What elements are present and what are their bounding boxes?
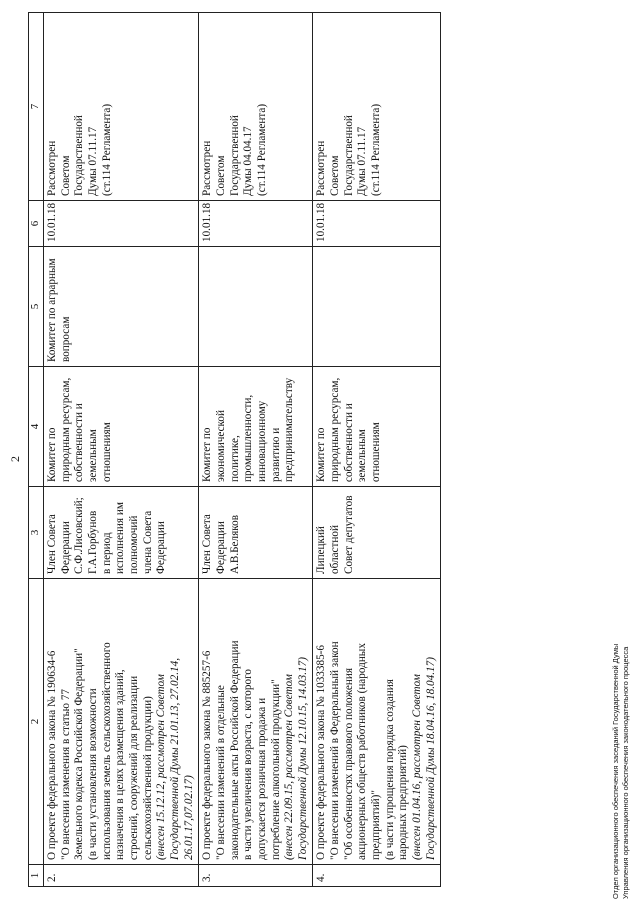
author-line: Член Совета (46, 514, 58, 574)
committee-line: собственности и (342, 403, 355, 482)
committee-line: промышленности, (242, 394, 255, 482)
committee-line: природным ресурсам, (59, 377, 72, 482)
footer-line: Отдел организационного обеспечения заседаний Государственной Думы (611, 643, 621, 899)
responsible-committee (313, 367, 441, 487)
page-number: 2 (8, 456, 22, 462)
bill-text-line: законодательные акты Российской Федерации (228, 640, 241, 860)
author-line: С.Ф.Лисовский; (73, 497, 86, 574)
author-line: полномочий (127, 515, 140, 574)
bill-text-line: "О внесении изменений в отдельные (214, 685, 227, 860)
table-row (199, 13, 313, 887)
status-line: Государственной (73, 115, 86, 196)
status-cell (44, 13, 199, 201)
bill-text-line: О проекте федерального закона № 1033385-6 (315, 645, 328, 860)
bill-text-line: Земельного кодекса Российской Федерации" (73, 648, 86, 860)
status-line: Государственной (228, 115, 241, 196)
author-line: Федерации (214, 521, 227, 574)
committee-line: экономической (214, 410, 227, 482)
status-cell (199, 13, 313, 201)
status-line: Рассмотрен (46, 140, 58, 196)
author-line: Липецкий областной (315, 525, 342, 574)
committee-line: земельным (86, 429, 99, 482)
committee-line: земельным (356, 429, 369, 482)
status-line: Думы 04.04.17 (242, 126, 255, 196)
bill-text-line: "Об особенностях правового положения (342, 667, 355, 860)
bill-history-line: (внесен 01.04.16, рассмотрен Советом (411, 674, 424, 860)
bill-description (199, 579, 313, 865)
bill-text-line: (в части установления возможности (86, 688, 99, 860)
status-line: Думы 07.11.17 (86, 126, 99, 196)
responsible-committee (44, 367, 199, 487)
bill-text-line: (в части упрощения порядка создания (383, 679, 396, 860)
row-number: 3. (199, 865, 313, 887)
author-line: члена Совета (141, 510, 154, 574)
column-number: 6 (29, 201, 44, 247)
bill-history-line: (внесен 22.09.15, рассмотрен Советом (283, 674, 296, 860)
table-row (313, 13, 441, 887)
author-line: в период (100, 532, 113, 574)
bill-history-line: (внесен 15.12.12, рассмотрен Советом (155, 674, 168, 860)
column-number: 7 (29, 13, 44, 201)
table-row (44, 13, 199, 887)
bill-text-line: "О внесении изменения в статью 77 (59, 688, 72, 860)
status-cell (313, 13, 441, 201)
bill-text-line: в части увеличения возраста, с которого (242, 669, 255, 860)
author-line: А.В.Беляков (228, 515, 241, 574)
status-line: Рассмотрен (201, 140, 214, 196)
bill-text-line: сельскохозяйственной продукции) (141, 696, 154, 860)
status-line: (ст.114 Регламента) (370, 103, 383, 196)
author-line: исполнения им (114, 502, 127, 574)
committee-line: инновационному (255, 400, 268, 482)
row-number: 4. (313, 865, 441, 887)
bill-text-line: назначения в целях размещения зданий, (114, 669, 127, 860)
status-line: Рассмотрен (315, 140, 328, 196)
date-cell: 10.01.18 (44, 201, 199, 247)
committee-line: природным ресурсам, (329, 377, 342, 482)
bill-text-line: потребление алкогольной продукции" (269, 679, 282, 860)
status-line: Советом (329, 155, 342, 196)
committee-line: собственности и (73, 403, 86, 482)
bill-history-line: Государственной Думы 12.10.15, 14.03.17) (296, 657, 309, 860)
author-line: Федерации (155, 521, 168, 574)
committee-line: отношениям (370, 422, 383, 482)
committee-line: Комитет по (201, 427, 214, 482)
footer-note (611, 644, 630, 899)
committee-line: политике, (228, 435, 241, 482)
bill-description (313, 579, 441, 865)
co-executor-committee (44, 247, 199, 367)
co-executor-committee (199, 247, 313, 367)
column-number: 3 (29, 487, 44, 579)
row-number: 2. (44, 865, 199, 887)
date-cell: 10.01.18 (313, 201, 441, 247)
status-line: (ст.114 Регламента) (255, 103, 268, 196)
co-committee-line: вопросам (59, 316, 72, 362)
author-line: Совет депутатов (342, 495, 355, 574)
footer-line: Управления организационного обеспечения законодательного процесса (620, 646, 630, 899)
status-line: (ст.114 Регламента) (100, 103, 113, 196)
bill-author (313, 487, 441, 579)
bill-text-line: О проекте федерального закона № 885257-6 (201, 650, 214, 860)
status-line: Советом (59, 155, 72, 196)
co-committee-line: Комитет по аграрным (46, 258, 58, 362)
bill-text-line: "О внесении изменений в Федеральный закон (329, 641, 342, 860)
bill-history-line: Государственной Думы 21.01.13, 27.02.14, (168, 657, 181, 860)
bills-table (28, 12, 441, 887)
bill-text-line: акционерных обществ работников (народных (356, 643, 369, 860)
committee-line: предпринимательству (283, 377, 296, 482)
bill-text-line: О проекте федерального закона № 190634-6 (46, 650, 58, 860)
bill-text-line: допускается розничная продажа и (255, 697, 268, 860)
author-line: Член Совета (201, 514, 214, 574)
committee-line: Комитет по (46, 427, 58, 482)
author-line: Г.А.Горбунов (86, 510, 99, 574)
responsible-committee (199, 367, 313, 487)
column-number: 4 (29, 367, 44, 487)
date-cell: 10.01.18 (199, 201, 313, 247)
committee-line: развитию и (269, 427, 282, 482)
co-executor-committee (313, 247, 441, 367)
bill-history-line: Государственной Думы 18.04.16, 18.04.17) (424, 657, 437, 860)
bill-description (44, 579, 199, 865)
bill-text-line: народных предприятий) (397, 745, 410, 860)
bill-history-line: 26.01.17,07.02.17) (182, 775, 195, 860)
bill-text-line: строений, сооружений для реализации (127, 675, 140, 860)
status-line: Думы 07.11.17 (356, 126, 369, 196)
author-line: Федерации (59, 521, 72, 574)
bill-text-line: использования земель сельскохозяйственного (100, 642, 113, 860)
column-number: 2 (29, 579, 44, 865)
committee-line: отношениям (100, 422, 113, 482)
column-number: 5 (29, 247, 44, 367)
bill-text-line: предприятий)" (370, 790, 383, 860)
committee-line: Комитет по (315, 427, 328, 482)
status-line: Государственной (342, 115, 355, 196)
status-line: Советом (214, 155, 227, 196)
column-number-row (29, 13, 44, 887)
column-number: 1 (29, 865, 44, 887)
bill-author (199, 487, 313, 579)
bill-author (44, 487, 199, 579)
